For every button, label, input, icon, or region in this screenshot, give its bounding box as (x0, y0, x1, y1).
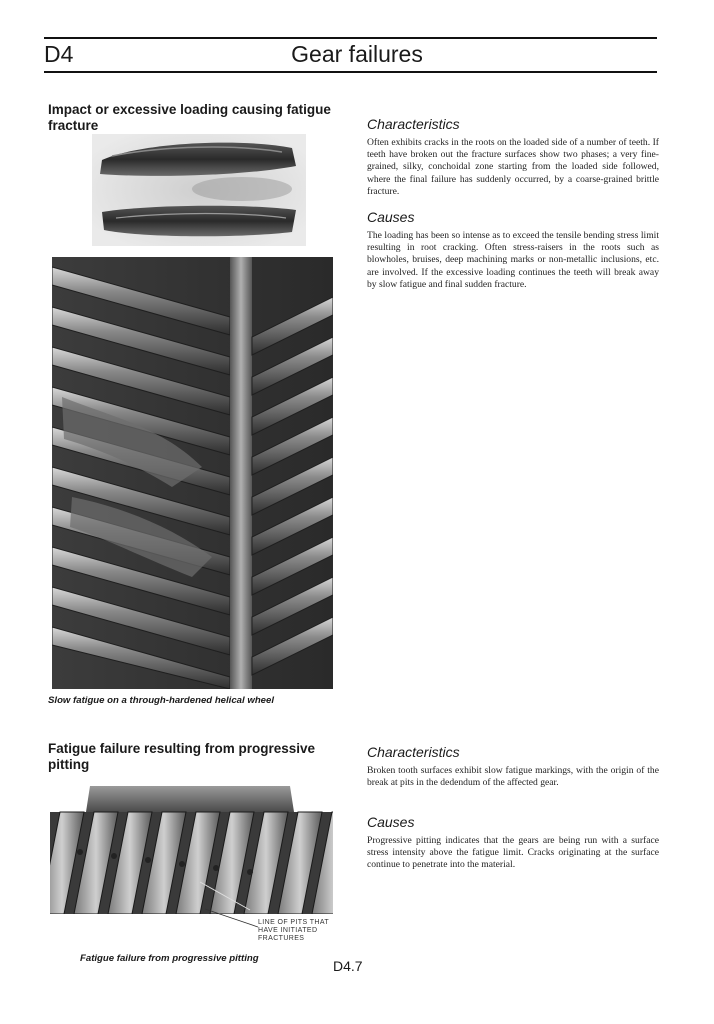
section2-characteristics-heading: Characteristics (367, 744, 460, 760)
section1-causes-heading: Causes (367, 209, 415, 225)
pitting-gear-photo (50, 782, 333, 914)
section-code: D4 (44, 41, 74, 67)
section1-heading: Impact or excessive loading causing fatigue fracture (48, 102, 331, 133)
page-number: D4.7 (333, 958, 363, 974)
section1-causes-text: The loading has been so intense as to exceed the tensile bending stress limit resulting in root cracking. Often stress-raisers in the roots such as blowholes, bruises, deep machining marks or non-metallic inclusions, etc. are involved. If the excessive loading continues the teeth will break away by slow fatigue and final sudden fracture. (367, 230, 659, 290)
pit-line-annotation (258, 919, 329, 943)
helical-wheel-photo (52, 257, 333, 689)
section1-caption: Slow fatigue on a through-hardened helical wheel (48, 695, 275, 706)
header-top-rule (44, 37, 657, 39)
header-bottom-rule (44, 71, 657, 73)
section2-causes-heading: Causes (367, 814, 415, 830)
section1-characteristics-heading: Characteristics (367, 116, 460, 132)
section2-heading: Fatigue failure resulting from progressive pitting (48, 741, 316, 772)
section1-characteristics-text: Often exhibits cracks in the roots on the loaded side of a number of teeth. If teeth have broken out the fracture surfaces show two phases; a very fine-grained, silky, conchoidal zone starting from the loaded side followed, where the final failure has suddenly occurred, by a coarse-grained brittle fracture. (367, 137, 659, 197)
annotation-line-3: FRACTURES (258, 935, 305, 942)
page-title: Gear failures (291, 41, 423, 67)
fracture-surface-photo (92, 134, 306, 246)
section2-caption: Fatigue failure from progressive pitting (80, 953, 259, 964)
section2-causes-text: Progressive pitting indicates that the gears are being run with a surface stress intensity above the fatigue limit. Cracks originating at the surface continue to penetrate into the material. (367, 835, 659, 871)
annotation-line-1: LINE OF PITS THAT (258, 919, 330, 926)
section2-characteristics-text: Broken tooth surfaces exhibit slow fatigue markings, with the origin of the break at pits in the dedendum of the affected gear. (367, 765, 659, 789)
annotation-line-2: HAVE INITIATED (258, 927, 318, 934)
